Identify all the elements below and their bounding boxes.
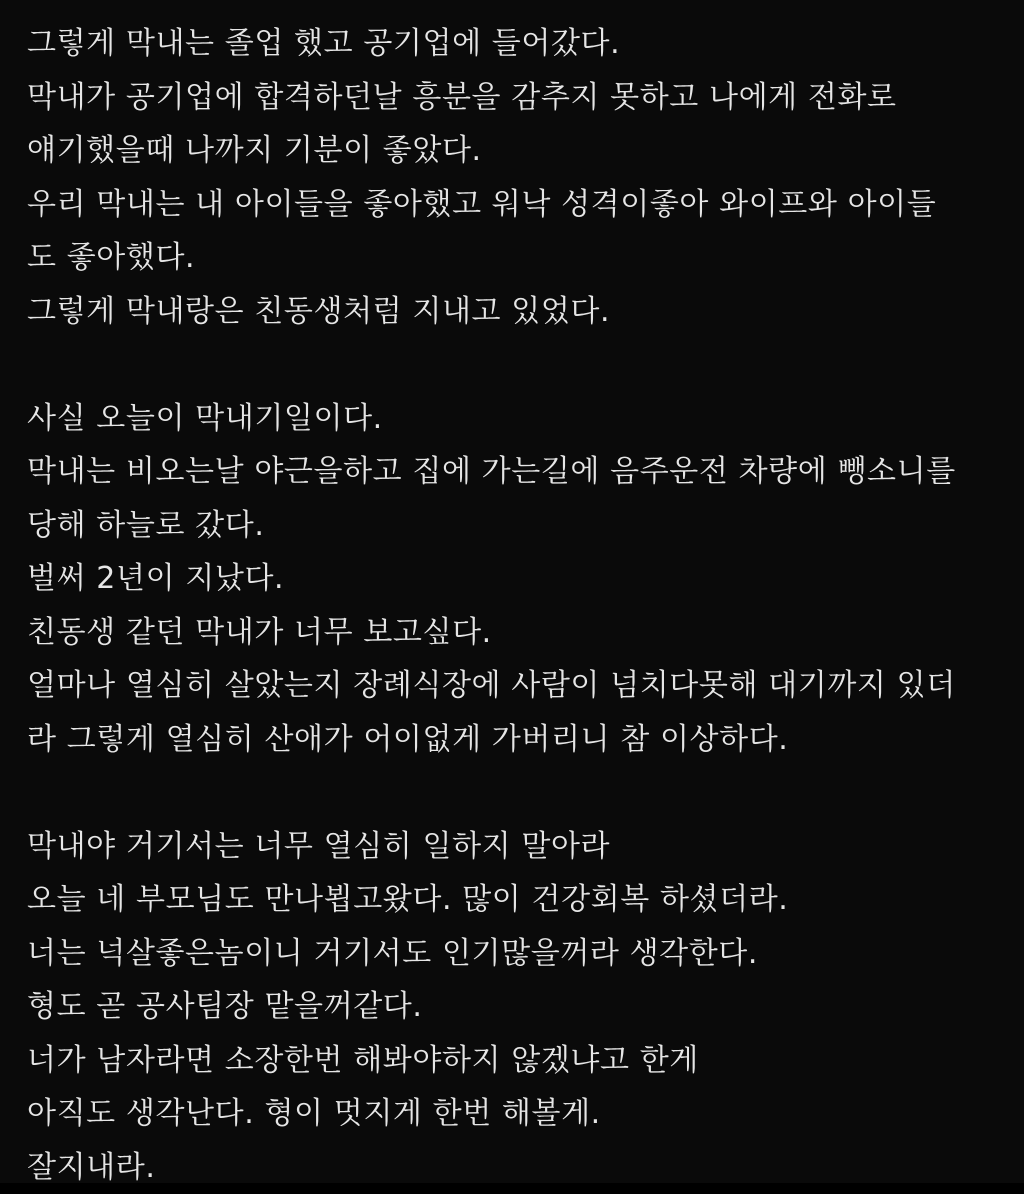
text-line: 막내는 비오는날 야근을하고 집에 가는길에 음주운전 차량에 뺑소니를: [27, 445, 1010, 499]
text-line: 우리 막내는 내 아이들을 좋아했고 워낙 성격이좋아 와이프와 아이들: [27, 178, 1010, 232]
text-line: 잘지내라.: [27, 1141, 1010, 1194]
paragraph-gap: [27, 766, 1010, 820]
text-line: 벌써 2년이 지났다.: [27, 552, 1010, 606]
text-line: 오늘 네 부모님도 만나뵙고왔다. 많이 건강회복 하셨더라.: [27, 873, 1010, 927]
text-line: 막내가 공기업에 합격하던날 흥분을 감추지 못하고 나에게 전화로: [27, 71, 1010, 125]
text-line: 아직도 생각난다. 형이 멋지게 한번 해볼게.: [27, 1087, 1010, 1141]
text-line: 얼마나 열심히 살았는지 장례식장에 사람이 넘치다못해 대기까지 있더: [27, 659, 1010, 713]
text-line: 도 좋아했다.: [27, 231, 1010, 285]
text-line: 친동생 같던 막내가 너무 보고싶다.: [27, 606, 1010, 660]
text-line: 너는 넉살좋은놈이니 거기서도 인기많을꺼라 생각한다.: [27, 927, 1010, 981]
text-line: 그렇게 막내는 졸업 했고 공기업에 들어갔다.: [27, 17, 1010, 71]
text-line: 라 그렇게 열심히 산애가 어이없게 가버리니 참 이상하다.: [27, 713, 1010, 767]
text-line: 그렇게 막내랑은 친동생처럼 지내고 있었다.: [27, 285, 1010, 339]
text-line: 형도 곧 공사팀장 맡을꺼같다.: [27, 980, 1010, 1034]
paragraph-gap: [27, 338, 1010, 392]
text-line: 막내야 거기서는 너무 열심히 일하지 말아라: [27, 820, 1010, 874]
text-line: 너가 남자라면 소장한번 해봐야하지 않겠냐고 한게: [27, 1034, 1010, 1088]
text-line: 당해 하늘로 갔다.: [27, 499, 1010, 553]
text-line: 얘기했을때 나까지 기분이 좋았다.: [27, 124, 1010, 178]
text-line: 사실 오늘이 막내기일이다.: [27, 392, 1010, 446]
